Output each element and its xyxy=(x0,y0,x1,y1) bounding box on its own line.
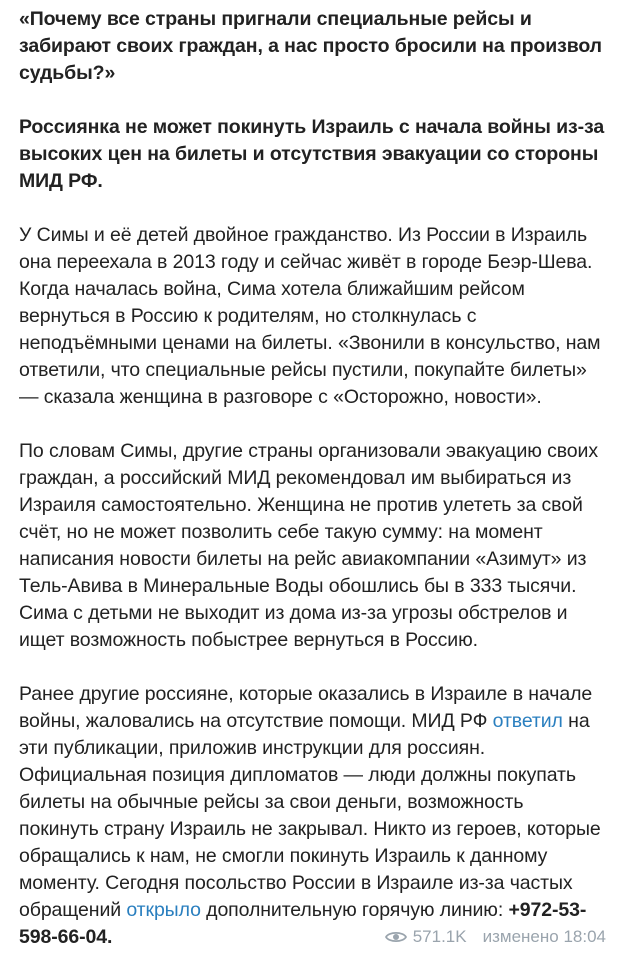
paragraph-3-text-1: Ранее другие россияне, которые оказались в Израиле в начале войны, жаловались на отсутствие помощи. МИД РФ xyxy=(19,683,593,732)
eye-icon xyxy=(385,930,407,944)
post-headline: «Почему все страны пригнали специальные рейсы и забирают своих граждан, а нас просто бросили на произвол судьбы?» xyxy=(19,8,602,84)
paragraph-3-end: . xyxy=(107,926,113,948)
hotline-phone: +972-53-598-66-04 xyxy=(19,899,587,948)
paragraph-3-text-3: дополнительную горячую линию: xyxy=(200,899,509,921)
post-paragraph-2: По словам Симы, другие страны организовали эвакуацию своих граждан, а российский МИД рекомендовал им выбираться из Израиля самостоятельно. Женщина не против улететь за свой счёт, но не может позволить себе такую сумму: на момент написания новости билеты на рейс авиакомпании «Азимут» из Тель-Авива в Минеральные Воды обошлись бы в 333 тысячи. Сима с детьми не выходит из дома из-за угрозы обстрелов и ищет возможность побыстрее вернуться в Россию. xyxy=(19,440,598,651)
paragraph-3-text-2: на эти публикации, приложив инструкции для россиян. Официальная позиция дипломатов — люди должны покупать билеты на обычные рейсы за свои деньги, возможность покинуть страну Израиль не закрывал. Никто из героев, которые обращались к нам, не смогли покинуть Израиль к данному моменту. Сегодня посольство России в Израиле из-за частых обращений xyxy=(19,710,601,921)
link-opened[interactable]: открыло xyxy=(126,899,201,921)
post-lead: Россиянка не может покинуть Израиль с начала войны из-за высоких цен на билеты и отсутствия эвакуации со стороны МИД РФ. xyxy=(19,116,605,192)
link-answered[interactable]: ответил xyxy=(492,710,563,732)
post-footer xyxy=(385,927,606,947)
edited-timestamp: изменено 18:04 xyxy=(482,927,606,946)
post-paragraph-1: У Симы и её детей двойное гражданство. Из России в Израиль она переехала в 2013 году и сейчас живёт в городе Беэр-Шева. Когда началась война, Сима хотела ближайшим рейсом вернуться в Россию к родителям, но столкнулась с неподъёмными ценами на билеты. «Звонили в консульство, нам ответили, что специальные рейсы пустили, покупайте билеты» — сказала женщина в разговоре с «Осторожно, новости». xyxy=(19,224,601,408)
view-count: 571.1K xyxy=(412,927,467,946)
post-paragraph-3 xyxy=(19,681,608,951)
